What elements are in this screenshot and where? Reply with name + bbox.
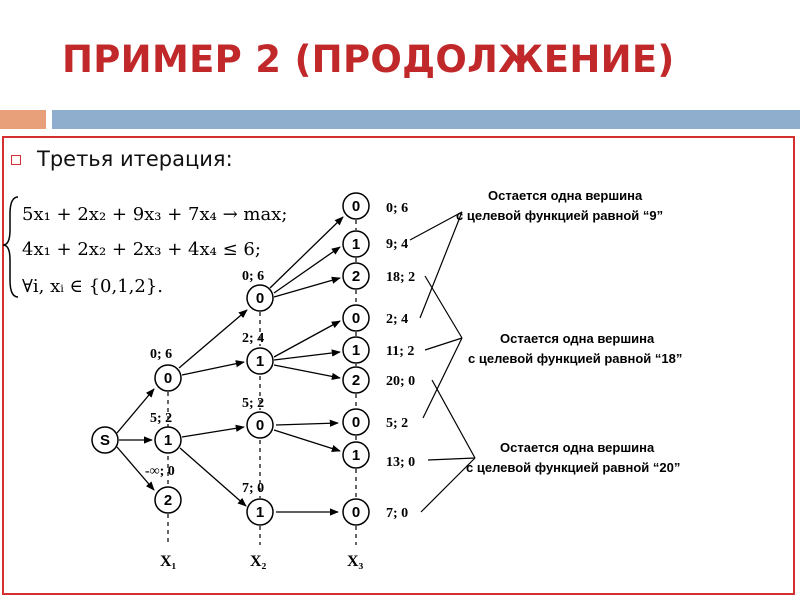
node-x1-0-label: 0 — [163, 370, 173, 387]
node-x2-1b-label: 1 — [255, 504, 265, 521]
formula-line-3: ∀i, xᵢ ∈ {0,1,2}. — [22, 276, 164, 297]
node-x3-0d-label: 0 — [351, 504, 361, 521]
node-x3-1c-label: 1 — [351, 447, 361, 464]
state-label-x2-1: 2; 4 — [242, 331, 265, 346]
state-label-x3-3: 2; 4 — [386, 312, 409, 327]
node-x3-2-label: 2 — [351, 268, 361, 285]
state-label-x1-2: -∞; 0 — [145, 464, 175, 479]
note-18-line-1: Остается одна вершина — [500, 331, 655, 346]
formula-line-2: 4x₁ + 2x₂ + 2x₃ + 4x₄ ≤ 6; — [22, 239, 261, 260]
note-18-line-2: с целевой функцией равной “18” — [468, 351, 683, 366]
note-9-line-1: Остается одна вершина — [488, 188, 643, 203]
iteration-subtitle: Третья итерация: — [37, 147, 233, 171]
node-x2-1-label: 1 — [255, 353, 265, 370]
note-20-line-2: с целевой функцией равной “20” — [466, 460, 681, 475]
state-label-x2-0: 0; 6 — [242, 269, 265, 284]
formula-line-1: 5x₁ + 2x₂ + 9x₃ + 7x₄ → max; — [22, 204, 288, 225]
state-label-x3-1: 9; 4 — [386, 237, 409, 252]
node-x2-0-label: 0 — [255, 290, 265, 307]
state-label-x3-4: 11; 2 — [386, 344, 415, 359]
node-x3-1-label: 1 — [351, 236, 361, 253]
state-label-x1-1: 5; 2 — [150, 411, 173, 426]
note-9-line-2: с целевой функцией равной “9” — [456, 208, 664, 223]
node-x3-0c-label: 0 — [351, 414, 361, 431]
node-s-label: S — [99, 432, 111, 449]
node-x1-1-label: 1 — [163, 432, 173, 449]
node-x3-1b-label: 1 — [351, 342, 361, 359]
state-label-x3-0: 0; 6 — [386, 201, 409, 216]
node-x2-0b-label: 0 — [255, 417, 265, 434]
node-x3-2b-label: 2 — [351, 372, 361, 389]
axis-label-x2: X₂ — [250, 553, 267, 570]
slide-title: ПРИМЕР 2 (ПРОДОЛЖЕНИЕ) — [62, 38, 675, 81]
state-label-x3-8: 7; 0 — [386, 506, 409, 521]
state-label-x3-2: 18; 2 — [386, 270, 416, 285]
formula-brace — [3, 197, 18, 297]
axis-label-x3: X₃ — [347, 553, 364, 570]
state-label-x1-0: 0; 6 — [150, 347, 173, 362]
state-label-x2-2: 5; 2 — [242, 396, 265, 411]
axis-label-x1: X₁ — [160, 553, 177, 570]
state-label-x3-6: 5; 2 — [386, 416, 409, 431]
node-x1-2-label: 2 — [163, 492, 173, 509]
state-label-x3-7: 13; 0 — [386, 455, 416, 470]
node-x3-0-label: 0 — [351, 198, 361, 215]
node-x3-0b-label: 0 — [351, 310, 361, 327]
state-label-x3-5: 20; 0 — [386, 374, 416, 389]
state-label-x2-3: 7; 0 — [242, 481, 265, 496]
note-20-line-1: Остается одна вершина — [500, 440, 655, 455]
